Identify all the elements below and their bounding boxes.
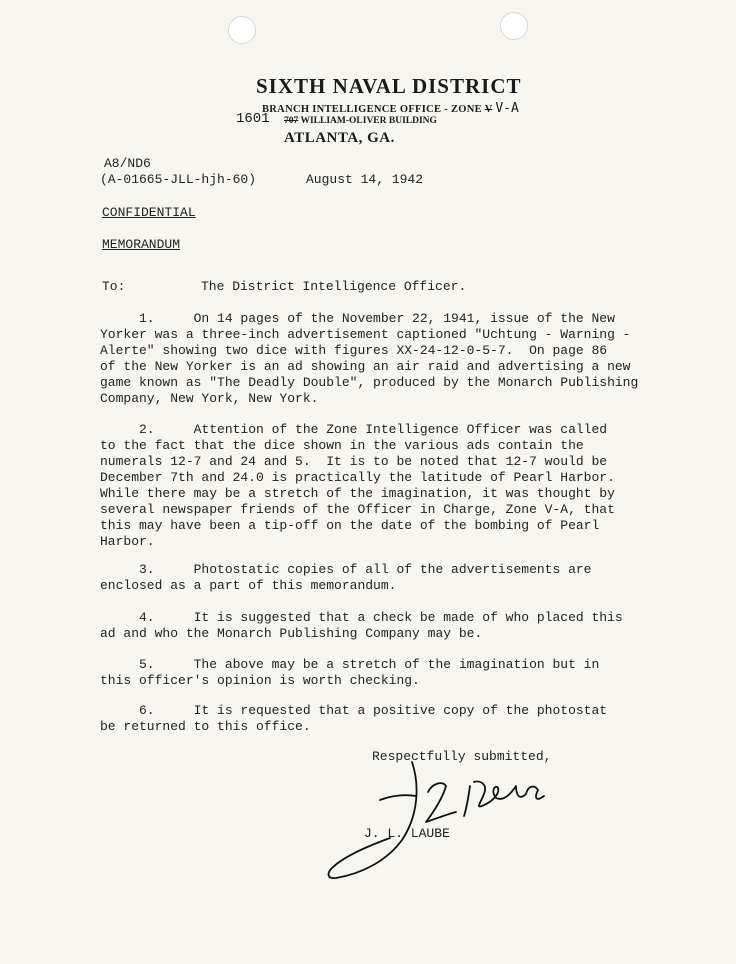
paragraph-line: Alerte" showing two dice with figures XX-24-12-0-5-7. On page 86 <box>100 343 608 358</box>
paragraph-line: Harbor. <box>100 534 155 549</box>
paragraph-line: Yorker was a three-inch advertisement captioned "Uchtung - Warning - <box>100 327 631 342</box>
paragraph-line: 3. Photostatic copies of all of the advertisements are <box>100 562 592 577</box>
typed-name: J. L. LAUBE <box>364 826 450 841</box>
paragraph-line: several newspaper friends of the Officer in Charge, Zone V-A, that <box>100 502 615 517</box>
paragraph-line: ad and who the Monarch Publishing Company may be. <box>100 626 483 641</box>
paragraph-line: this officer's opinion is worth checking. <box>100 673 420 688</box>
file-code: A8/ND6 <box>104 156 151 171</box>
paragraph-line: be returned to this office. <box>100 719 311 734</box>
punch-hole-right <box>500 12 528 40</box>
zone-struck: V <box>484 104 493 115</box>
zone-handwritten: V-A <box>495 101 519 116</box>
letterhead-title: SIXTH NAVAL DISTRICT <box>256 74 522 98</box>
letterhead-city: ATLANTA, GA. <box>284 130 395 146</box>
paragraph-line: to the fact that the dice shown in the various ads contain the <box>100 438 584 453</box>
paragraph-line: this may have been a tip-off on the date of the bombing of Pearl <box>100 518 600 533</box>
handwritten-signature <box>320 756 560 886</box>
classification: CONFIDENTIAL <box>102 205 196 220</box>
paragraph-line: 6. It is requested that a positive copy of the photostat <box>100 703 608 718</box>
paragraph-line: 4. It is suggested that a check be made of who placed this <box>100 610 623 625</box>
paragraph-line: 5. The above may be a stretch of the imagination but in <box>100 657 600 672</box>
letterhead-building <box>284 116 437 126</box>
document-type: MEMORANDUM <box>102 237 181 252</box>
addressee-name: The District Intelligence Officer. <box>201 279 467 294</box>
paragraph-line: Company, New York, New York. <box>100 391 319 406</box>
memo-date: August 14, 1942 <box>306 172 424 187</box>
branch-label: BRANCH INTELLIGENCE OFFICE - ZONE <box>262 104 482 115</box>
closing-salutation: Respectfully submitted, <box>372 749 552 764</box>
paragraph-line: 2. Attention of the Zone Intelligence Officer was called <box>100 422 608 437</box>
paragraph-line: game known as "The Deadly Double", produced by the Monarch Publishing <box>100 375 639 390</box>
paragraph-line: While there may be a stretch of the imagination, it was thought by <box>100 486 615 501</box>
struck-number: 707 <box>284 116 299 126</box>
paragraph-line: of the New Yorker is an ad showing an air raid and advertising a new <box>100 359 631 374</box>
paragraph-line: enclosed as a part of this memorandum. <box>100 578 397 593</box>
to-label: To: <box>102 279 126 294</box>
serial-number: (A-01665-JLL-hjh-60) <box>100 172 257 187</box>
building-name: WILLIAM-OLIVER BUILDING <box>300 116 437 126</box>
room-number: 1601 <box>236 111 270 127</box>
paragraph-line: December 7th and 24.0 is practically the latitude of Pearl Harbor. <box>100 470 615 485</box>
paragraph-line: 1. On 14 pages of the November 22, 1941, issue of the New <box>100 311 615 326</box>
punch-hole-left <box>228 16 256 44</box>
paragraph-line: numerals 12-7 and 24 and 5. It is to be noted that 12-7 would be <box>100 454 608 469</box>
letterhead-branch <box>262 101 519 116</box>
